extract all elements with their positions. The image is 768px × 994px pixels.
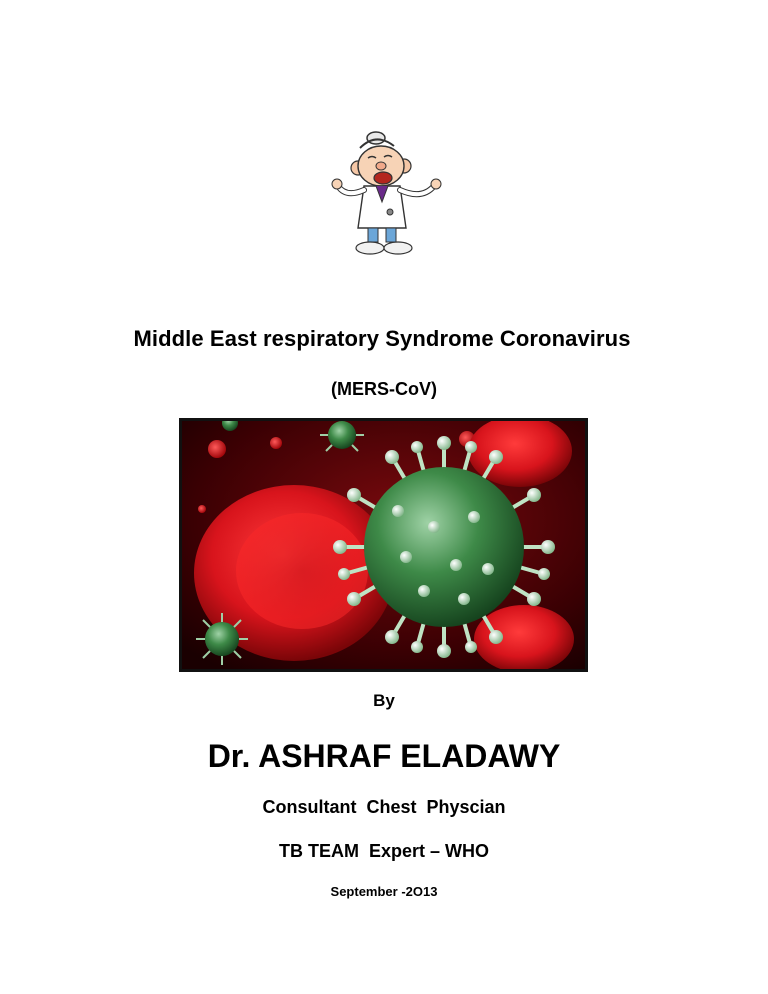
cartoon-doctor-illustration — [330, 128, 446, 260]
author-organization: TB TEAM Expert – WHO — [278, 841, 489, 861]
author-role: Consultant Chest Physcian — [262, 797, 506, 817]
document-title — [0, 326, 768, 352]
document-abbreviation: (MERS-CoV) — [331, 379, 437, 399]
document-date: September -2O13 — [330, 884, 438, 899]
coronavirus-illustration — [179, 418, 588, 672]
author-name: Dr. ASHRAF ELADAWY — [207, 738, 561, 774]
by-label: By — [373, 691, 395, 710]
title-text: Middle East respiratory Syndrome Coronavirus — [133, 326, 631, 351]
